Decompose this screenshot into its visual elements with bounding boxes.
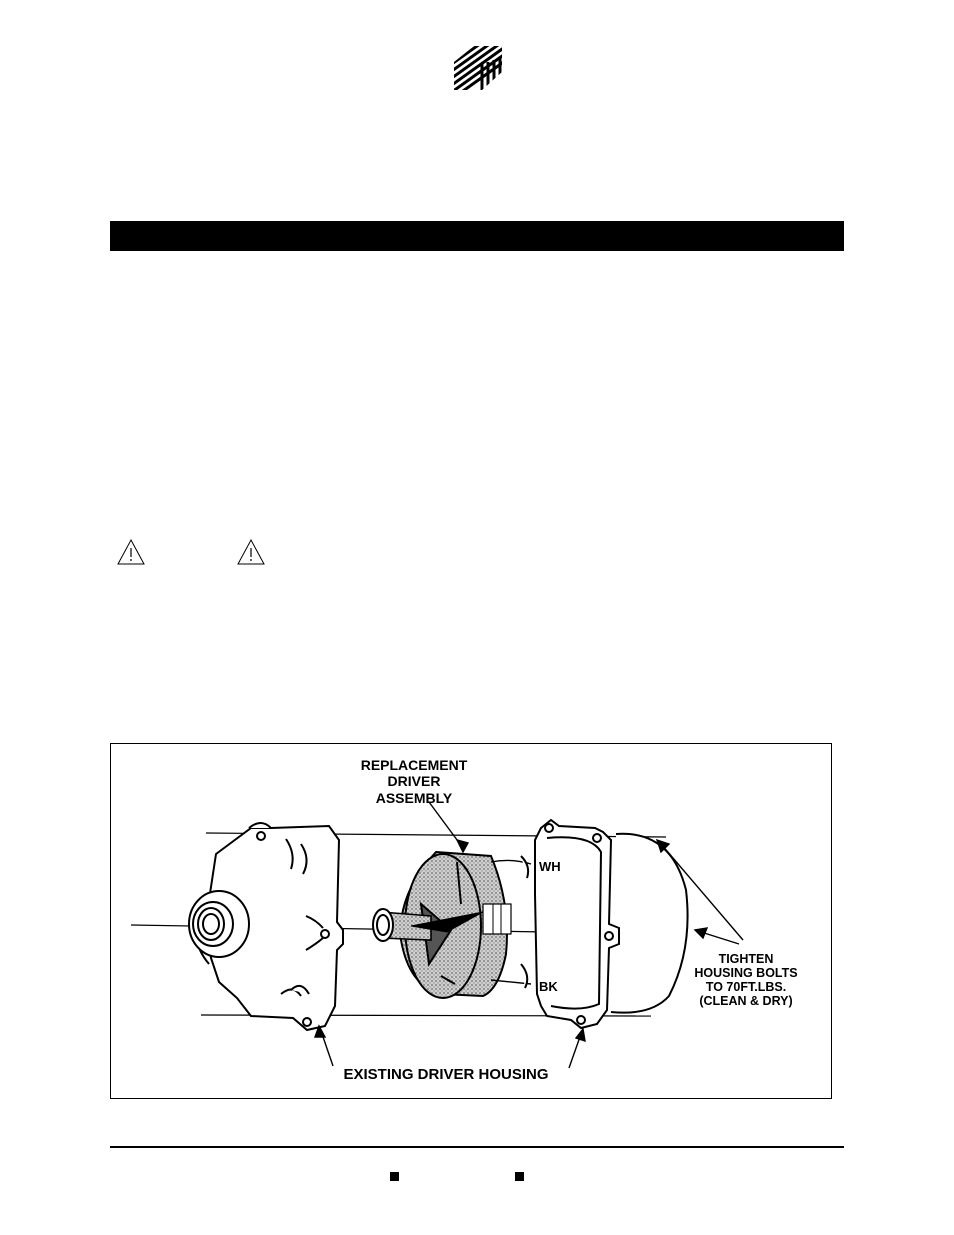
label-tighten-line1: TIGHTEN	[718, 952, 774, 966]
warning-triangle-icon	[236, 538, 266, 566]
driver-illustration	[111, 744, 833, 1100]
section-heading-bar	[110, 221, 844, 251]
driver-replacement-figure	[110, 743, 832, 1099]
label-replacement-line3: ASSEMBLY	[375, 790, 453, 806]
footer-rule	[110, 1146, 844, 1148]
label-existing-housing: EXISTING DRIVER HOUSING	[343, 1066, 549, 1083]
label-replacement-line1: REPLACEMENT	[360, 757, 468, 773]
front-housing	[189, 823, 343, 1030]
label-replacement-line2: DRIVER	[387, 773, 441, 789]
company-logo	[452, 44, 504, 92]
square-bullet	[515, 1172, 524, 1181]
replacement-driver	[373, 852, 531, 998]
square-bullet	[390, 1172, 399, 1181]
label-tighten-line3: TO 70FT.LBS.	[705, 980, 787, 994]
warning-triangle-icon	[116, 538, 146, 566]
label-wire-white: WH	[539, 859, 561, 874]
label-wire-black: BK	[539, 979, 558, 994]
label-tighten-line4: (CLEAN & DRY)	[699, 994, 793, 1008]
label-tighten-line2: HOUSING BOLTS	[694, 966, 798, 980]
